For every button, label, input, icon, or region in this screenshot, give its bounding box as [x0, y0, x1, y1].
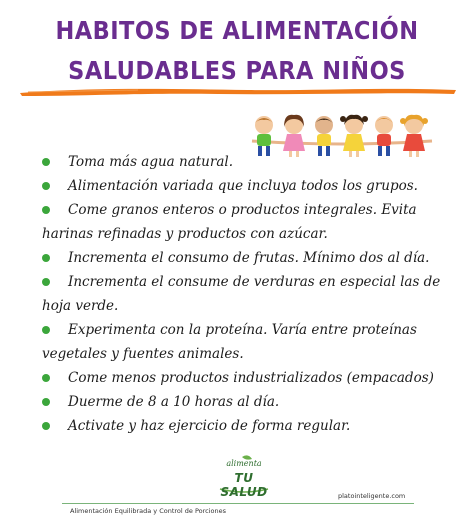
bullet-icon: [42, 374, 50, 382]
page-title-line-2: SALUDABLES PARA NIÑOS: [68, 56, 406, 85]
tip-text: Come menos productos industrializados (empacados): [68, 370, 434, 386]
page-title-line-1: HABITOS DE ALIMENTACIÓN: [55, 16, 419, 45]
bullet-icon: [42, 278, 50, 286]
list-item: [40, 318, 460, 366]
bullet-icon: [42, 422, 50, 430]
bullet-icon: [42, 158, 50, 166]
bullet-icon: [42, 326, 50, 334]
footer-divider: [62, 503, 414, 504]
tip-text-continued: harinas refinadas y productos con azúcar.: [42, 226, 328, 242]
bullet-icon: [42, 182, 50, 190]
list-item: [40, 270, 460, 318]
list-item: [40, 198, 460, 246]
alimenta-tu-salud-logo: [212, 455, 276, 499]
tip-text-continued: hoja verde.: [42, 298, 119, 314]
tip-text: Incrementa el consume de verduras en especial las de: [68, 274, 441, 290]
list-item: [40, 414, 460, 438]
tips-list: [40, 150, 460, 438]
bullet-icon: [42, 254, 50, 262]
tip-text: Duerme de 8 a 10 horas al día.: [68, 394, 280, 410]
tip-text: Toma más agua natural.: [68, 154, 233, 170]
tip-text: Come granos enteros o productos integrales. Evita: [68, 202, 417, 218]
list-item: [40, 174, 460, 198]
tip-text: Alimentación variada que incluya todos los grupos.: [68, 178, 418, 194]
logo-top-text: alimenta: [226, 459, 262, 468]
tip-text: Experimenta con la proteína. Varía entre proteínas: [68, 322, 417, 338]
tip-text: Activate y haz ejercicio de forma regular.: [68, 418, 351, 434]
tip-text-continued: vegetales y fuentes animales.: [42, 346, 244, 362]
tip-text: Incrementa el consumo de frutas. Mínimo dos al día.: [68, 250, 430, 266]
brush-underline: [18, 84, 458, 98]
footer-website: platointeligente.com: [338, 492, 406, 500]
footer-tagline: Alimentación Equilibrada y Control de Porciones: [70, 507, 227, 515]
bullet-icon: [42, 206, 50, 214]
list-item: [40, 150, 460, 174]
list-item: [40, 390, 460, 414]
bullet-icon: [42, 398, 50, 406]
logo-main-text: TU SALUD: [220, 471, 268, 499]
list-item: [40, 366, 460, 390]
list-item: [40, 246, 460, 270]
